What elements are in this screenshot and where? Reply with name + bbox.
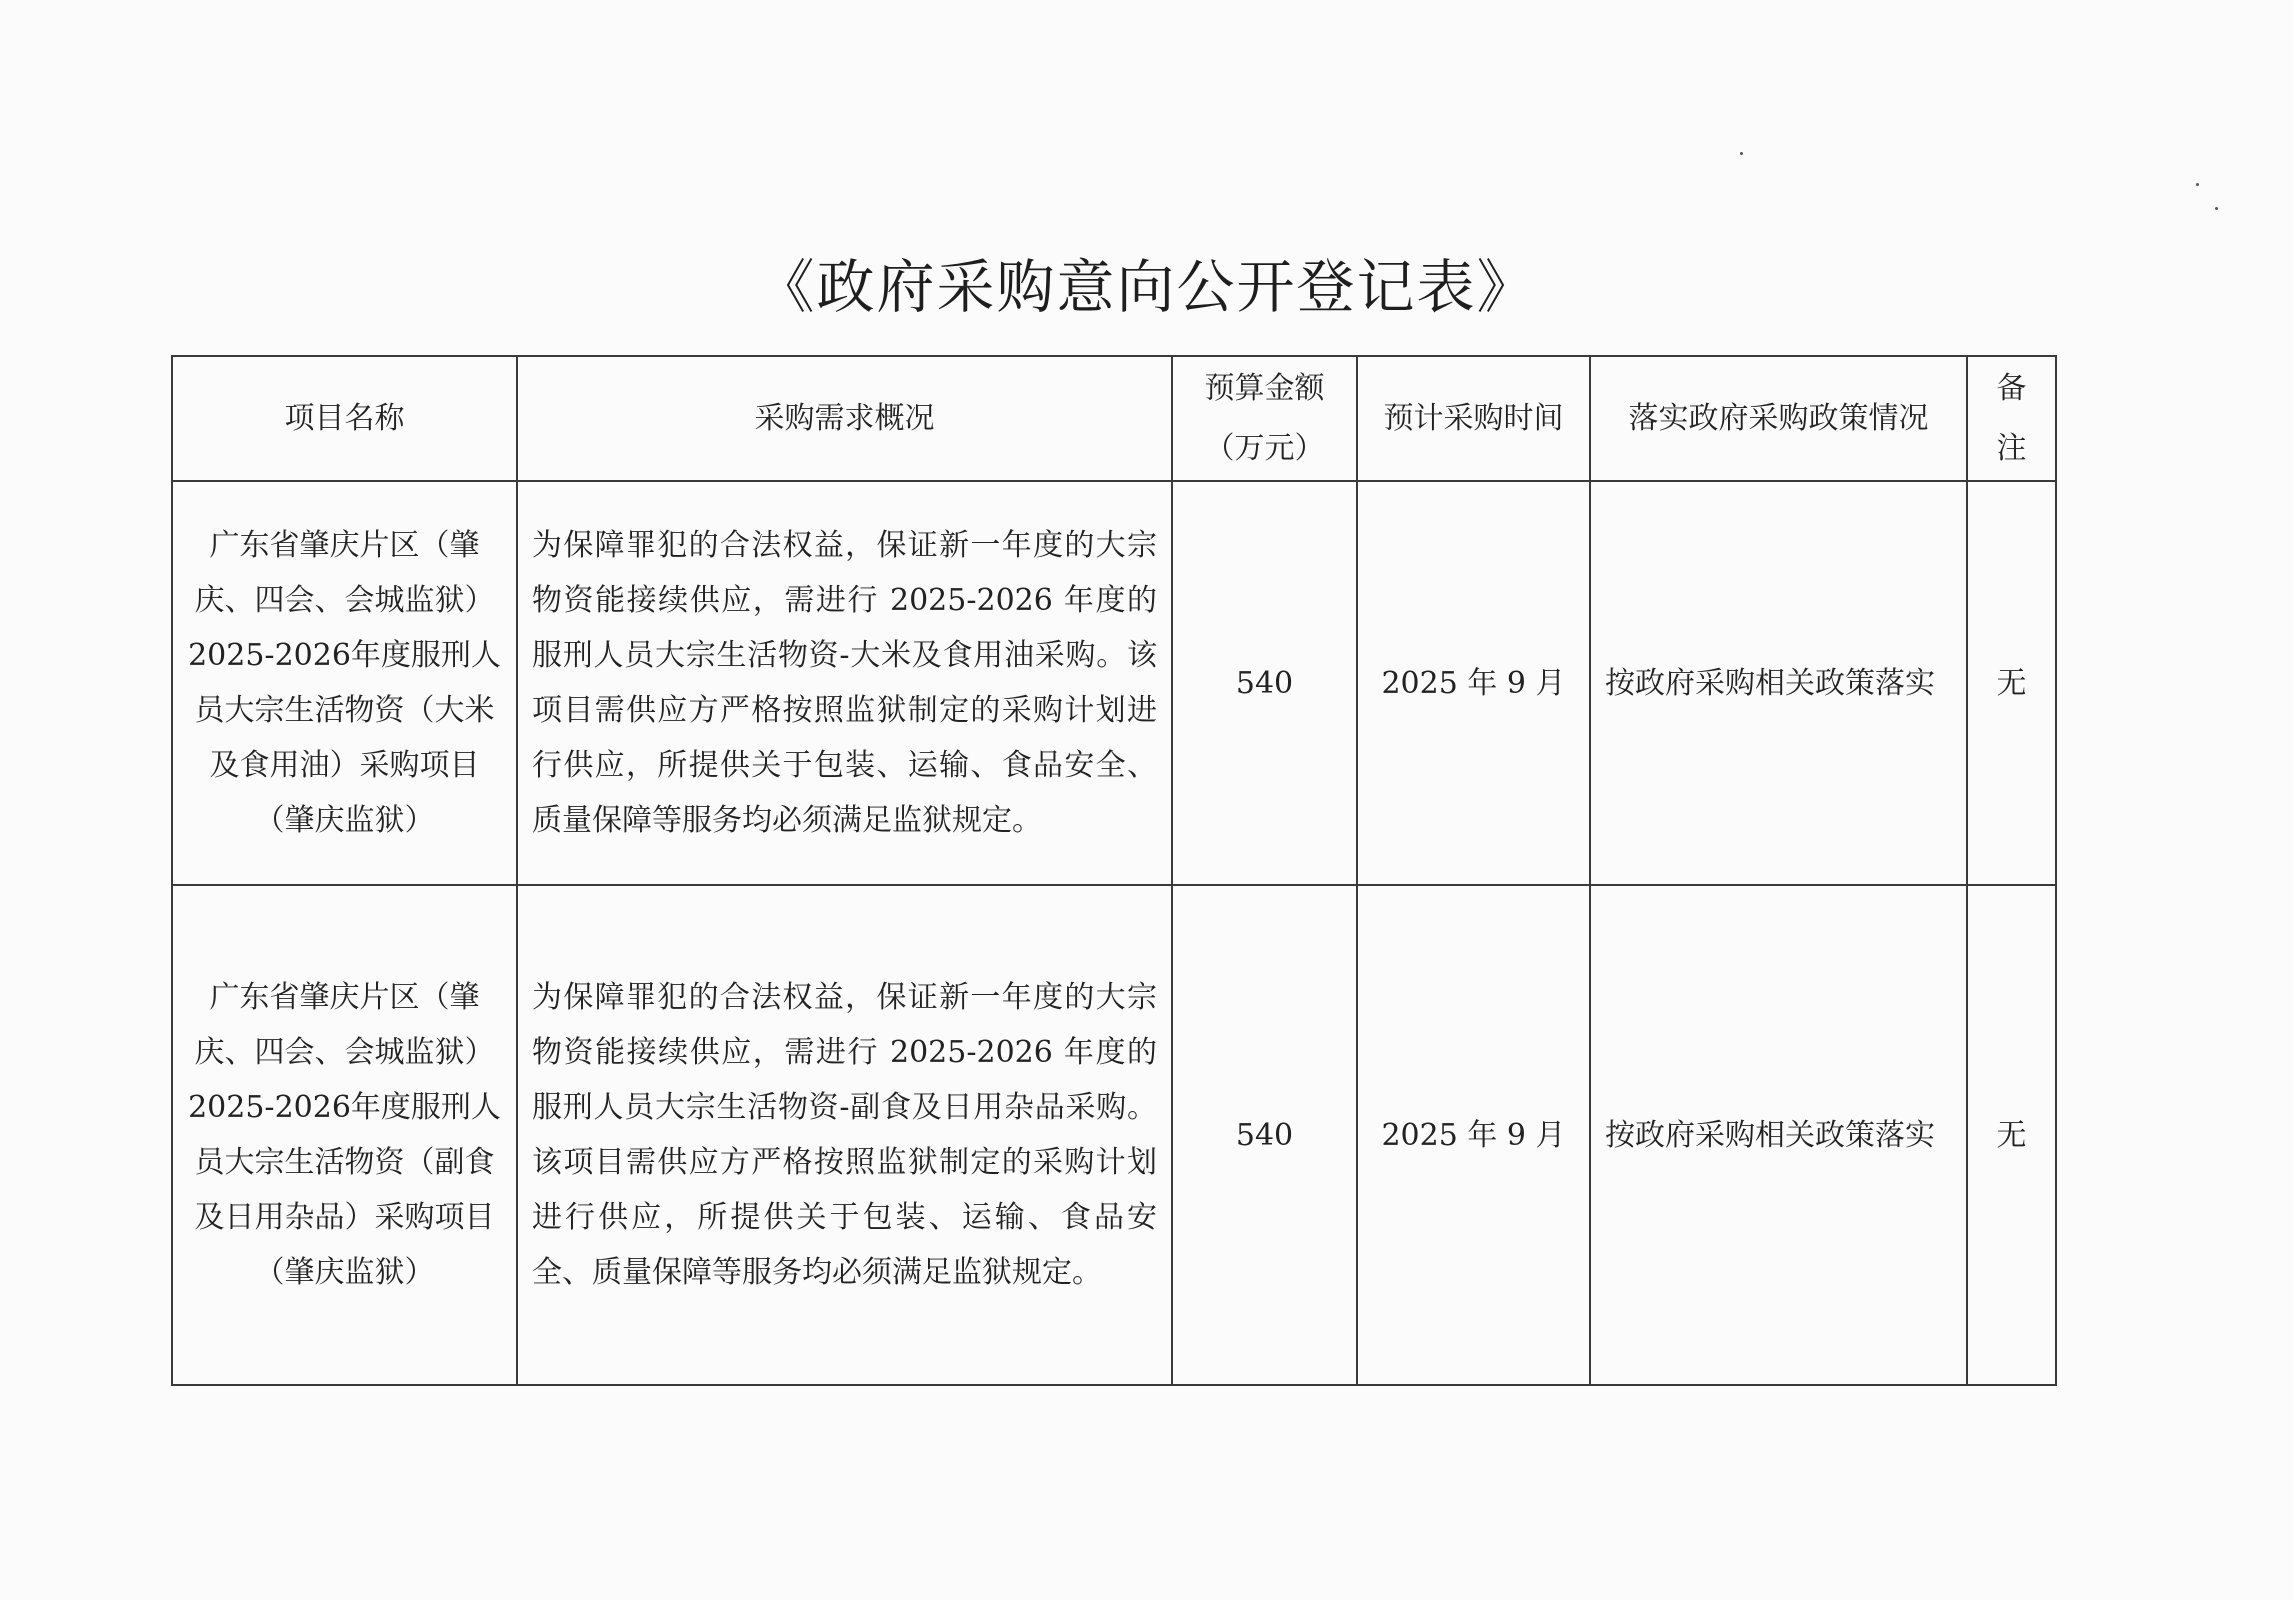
header-budget-line2: （万元） xyxy=(1204,430,1325,466)
header-project-name: 项目名称 xyxy=(172,356,517,481)
scan-speck xyxy=(2215,207,2218,210)
cell-remark: 无 xyxy=(1967,481,2056,885)
table-row xyxy=(172,885,2056,1385)
header-demand: 采购需求概况 xyxy=(517,356,1172,481)
table-row xyxy=(172,481,2056,885)
header-remark-line1: 备 xyxy=(1996,370,2027,406)
header-remark-line2: 注 xyxy=(1996,430,2027,466)
cell-policy: 按政府采购相关政策落实 xyxy=(1590,481,1967,885)
header-policy: 落实政府采购政策情况 xyxy=(1590,356,1967,481)
cell-project-name: 广东省肇庆片区（肇庆、四会、会城监狱）2025-2026年度服刑人员大宗生活物资（副食及日用杂品）采购项目（肇庆监狱） xyxy=(172,885,517,1385)
header-budget xyxy=(1172,356,1357,481)
cell-policy: 按政府采购相关政策落实 xyxy=(1590,885,1967,1385)
cell-time: 2025 年 9 月 xyxy=(1357,481,1590,885)
cell-demand: 为保障罪犯的合法权益，保证新一年度的大宗物资能接续供应，需进行 2025-2026 年度的服刑人员大宗生活物资-大米及食用油采购。该项目需供应方严格按照监狱制定的采购计划进行供应，所提供关于包装、运输、食品安全、质量保障等服务均必须满足监狱规定。 xyxy=(517,481,1172,885)
scan-speck xyxy=(1740,152,1743,155)
procurement-registration-table xyxy=(171,355,2057,1386)
table-header-row xyxy=(172,356,2056,481)
cell-demand: 为保障罪犯的合法权益，保证新一年度的大宗物资能接续供应，需进行 2025-2026 年度的服刑人员大宗生活物资-副食及日用杂品采购。该项目需供应方严格按照监狱制定的采购计划进行供应，所提供关于包装、运输、食品安全、质量保障等服务均必须满足监狱规定。 xyxy=(517,885,1172,1385)
cell-project-name: 广东省肇庆片区（肇庆、四会、会城监狱）2025-2026年度服刑人员大宗生活物资（大米及食用油）采购项目（肇庆监狱） xyxy=(172,481,517,885)
scan-speck xyxy=(2196,183,2199,186)
cell-remark: 无 xyxy=(1967,885,2056,1385)
cell-budget: 540 xyxy=(1172,481,1357,885)
header-time: 预计采购时间 xyxy=(1357,356,1590,481)
page-title: 《政府采购意向公开登记表》 xyxy=(756,253,1537,321)
cell-time: 2025 年 9 月 xyxy=(1357,885,1590,1385)
header-budget-line1: 预算金额 xyxy=(1204,370,1325,406)
header-remark xyxy=(1967,356,2056,481)
cell-budget: 540 xyxy=(1172,885,1357,1385)
